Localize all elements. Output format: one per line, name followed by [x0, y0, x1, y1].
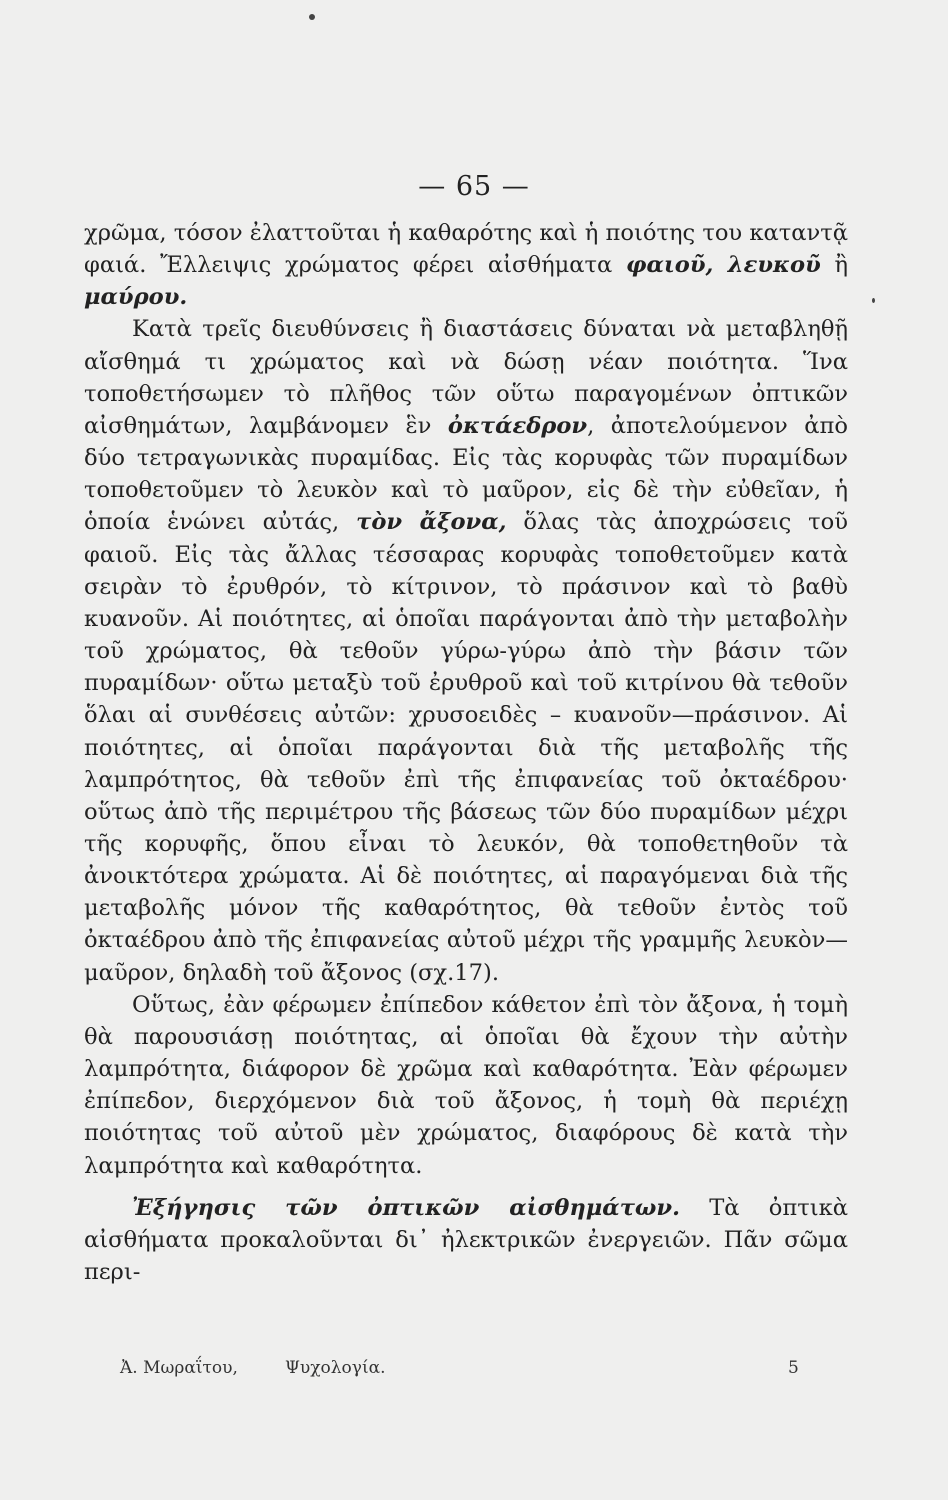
text-run: Τὰ ὀπτικὰ αἰσθήματα προκαλοῦνται δι᾽ ἠλεκτρικῶν ἐνεργειῶν. Πᾶν σῶμα περι-: [84, 1194, 848, 1285]
emphasis-term: μαύρου.: [84, 284, 188, 311]
footer-author: Ἀ. Μωραΐτου,: [120, 1358, 238, 1378]
footer-book-title: Ψυχολογία.: [285, 1358, 386, 1378]
text-run: χρῶμα, τόσον ἐλαττοῦται ἡ καθαρότης καὶ ἡ ποιότης του καταντᾷ φαιά. Ἔλλειψις χρώματος φέρει αἰσθήματα: [84, 220, 848, 279]
paragraph-octahedron: [84, 313, 848, 988]
section-heading: Ἐξήγησις τῶν ὀπτικῶν αἰσθημάτων.: [132, 1194, 680, 1221]
page-number: — 65 —: [418, 171, 530, 202]
text-run: , ἀποτελούμενον ἀπὸ δύο τετραγωνικὰς πυραμίδας. Εἰς τὰς κορυφὰς τῶν πυραμίδων τοποθετοῦμεν τὸ λευκὸν καὶ τὸ μαῦρον, εἰς δὲ τὴν εὐθεῖαν, ἡ ὁποία ἑνώνει αὐτάς,: [84, 412, 848, 536]
emphasis-term: τὸν ἄξονα,: [356, 509, 507, 536]
ink-speck: [309, 14, 315, 20]
paragraph-continuation: [84, 217, 848, 313]
ink-speck: [872, 298, 875, 303]
footer-signature-mark: 5: [788, 1358, 799, 1378]
text-run: ὅλας τὰς ἀποχρώσεις τοῦ φαιοῦ. Εἰς τὰς ἄλλας τέσσαρας κορυφὰς τοποθετοῦμεν κατὰ σειρὰν τὸ ἐρυθρόν, τὸ κίτρινον, τὸ πράσινον καὶ τὸ βαθὺ κυανοῦν. Αἱ ποιότητες, αἱ ὁποῖαι παράγονται ἀπὸ τὴν μεταβολὴν τοῦ χρώματος, θὰ τεθοῦν γύρω-γύρω ἀπὸ τὴν βάσιν τῶν πυραμίδων· οὕτω μεταξὺ τοῦ ἐρυθροῦ καὶ τοῦ κιτρίνου θὰ τεθοῦν ὅλαι αἱ συνθέσεις αὐτῶν: χρυσοειδὲς – κυανοῦν—πράσινον. Αἱ ποιότητες, αἱ ὁποῖαι παράγονται διὰ τῆς μεταβολῆς τῆς λαμπρότητος, θὰ τεθοῦν ἐπὶ τῆς ἐπιφανείας τοῦ ὀκταέδρου· οὕτως ἀπὸ τῆς περιμέτρου τῆς βάσεως τῶν δύο πυραμίδων μέχρι τῆς κορυφῆς, ὅπου εἶναι τὸ λευκόν, θὰ τοποθετηθοῦν τὰ ἀνοικτότερα χρώματα. Αἱ δὲ ποιότητες, αἱ παραγόμεναι διὰ τῆς μεταβολῆς μόνον τῆς καθαρότητος, θὰ τεθοῦν ἐντὸς τοῦ ὀκταέδρου ἀπὸ τῆς ἐπιφανείας αὐτοῦ μέχρι τῆς γραμμῆς λευκὸν—μαῦρον, δηλαδὴ τοῦ ἄξονος (σχ.17).: [84, 509, 848, 986]
text-run: Οὕτως, ἐὰν φέρωμεν ἐπίπεδον κάθετον ἐπὶ τὸν ἄξονα, ἡ τομὴ θὰ παρουσιάσῃ ποιότητας, αἱ ὁποῖαι θὰ ἔχουν τὴν αὐτὴν λαμπρότητα, διάφορον δὲ χρῶμα καὶ καθαρότητα. Ἐὰν φέρωμεν ἐπίπεδον, διερχόμενον διὰ τοῦ ἄξονος, ἡ τομὴ θὰ περιέχῃ ποιότητας τοῦ αὐτοῦ μὲν χρώματος, διαφόρους δὲ κατὰ τὴν λαμπρότητα καὶ καθαρότητα.: [84, 991, 848, 1179]
text-run: ἢ: [820, 252, 849, 279]
text-run: Κατὰ τρεῖς διευθύνσεις ἢ διαστάσεις δύναται νὰ μεταβληθῇ αἴσθημά τι χρώματος καὶ νὰ δώσῃ νέαν ποιότητα. Ἵνα τοποθετήσωμεν τὸ πλῆθος τῶν οὕτω παραγομένων ὀπτικῶν αἰσθημάτων, λαμβάνομεν ἓν: [84, 316, 848, 439]
paragraph-planes: [84, 989, 848, 1182]
emphasis-term: φαιοῦ, λευκοῦ: [626, 252, 821, 279]
emphasis-term: ὀκτάεδρον: [447, 412, 588, 439]
body-text: [84, 217, 848, 1288]
paragraph-explanation: [84, 1192, 848, 1288]
